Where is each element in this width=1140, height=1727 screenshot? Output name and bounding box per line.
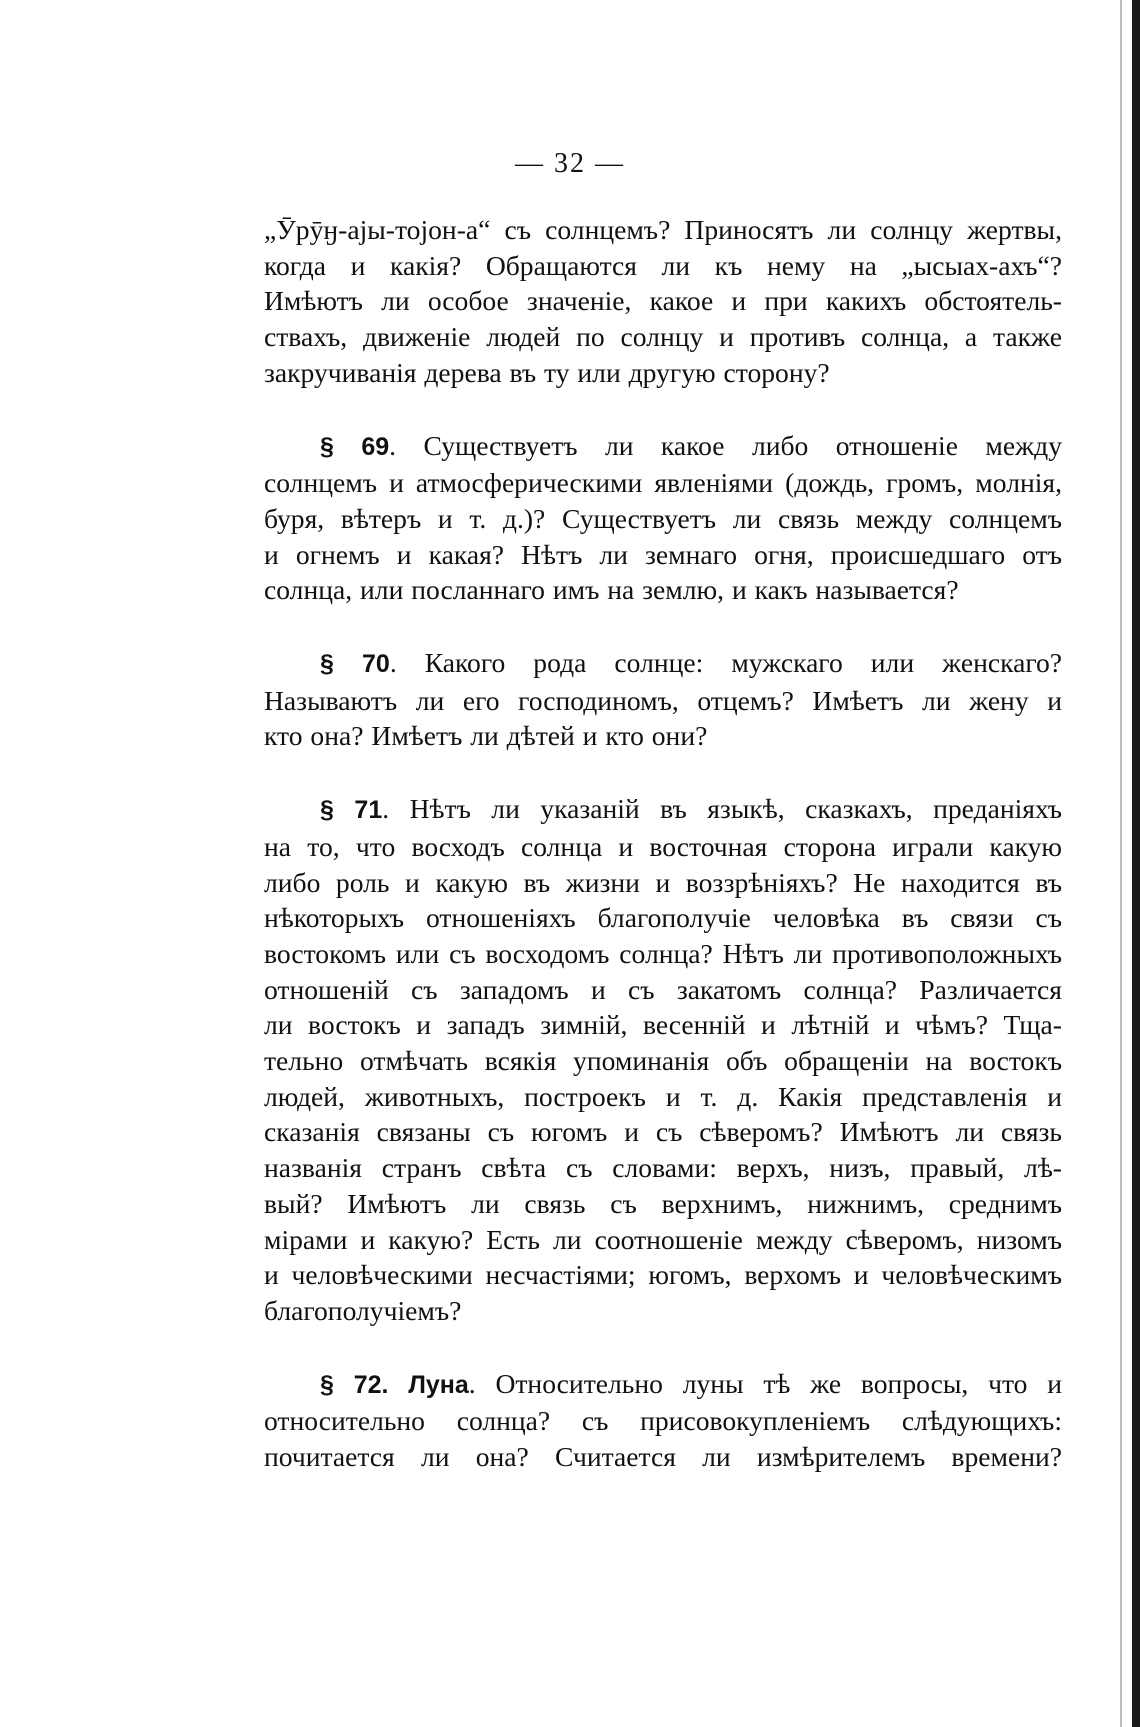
text-line: и огнемъ и какая? Нѣтъ ли земнаго огня, происшедшаго отъ bbox=[264, 538, 1062, 570]
paragraph-section-70 bbox=[264, 645, 1062, 754]
page-edge-binding bbox=[1132, 0, 1140, 1727]
section-lead-text: . Нѣтъ ли указаній въ языкѣ, сказкахъ, преданіяхъ bbox=[382, 793, 1062, 825]
text-line: и человѣческими несчастіями; югомъ, верхомъ и человѣческимъ bbox=[264, 1259, 1062, 1291]
section-lead-text: . Какого рода солнце: мужскаго или женскаго? bbox=[389, 647, 1062, 679]
text-line: когда и какія? Обращаются ли къ нему на „ысыах-ахъ“? bbox=[264, 249, 1062, 281]
text-line: кто она? Имѣетъ ли дѣтей и кто они? bbox=[264, 720, 708, 752]
section-number: § 71 bbox=[320, 796, 383, 825]
page-edge-shadow bbox=[1120, 0, 1122, 1727]
text-line: нѣкоторыхъ отношеніяхъ благополучіе человѣка въ связи съ bbox=[264, 902, 1062, 934]
section-number: § 69 bbox=[320, 432, 390, 461]
text-line: мірами и какую? Есть ли соотношеніе между сѣверомъ, низомъ bbox=[264, 1223, 1062, 1255]
section-number: § 72. Луна bbox=[320, 1370, 469, 1399]
text-line bbox=[264, 428, 1062, 466]
text-line: ствахъ, движеніе людей по солнцу и противъ солнца, а также bbox=[264, 321, 1062, 353]
section-lead-text: . Существуетъ ли какое либо отношеніе между bbox=[389, 429, 1062, 461]
section-number: § 70 bbox=[320, 650, 390, 679]
text-line: солнца, или посланнаго имъ на землю, и какъ называется? bbox=[264, 574, 959, 606]
text-line: „Ӯрӯӈ-ајы-тојон-а“ съ солнцемъ? Приносятъ ли солнцу жертвы, bbox=[264, 214, 1062, 245]
text-line: Имѣютъ ли особое значеніе, какое и при какихъ обстоятель- bbox=[264, 285, 1062, 317]
text-line: солнцемъ и атмосферическими явленіями (дождь, громъ, молнія, bbox=[264, 467, 1062, 499]
text-line: сказанія связаны съ югомъ и съ сѣверомъ? Имѣютъ ли связь bbox=[264, 1116, 1062, 1148]
text-line: отношеній съ западомъ и съ закатомъ солнца? Различается bbox=[264, 973, 1062, 1005]
text-line: востокомъ или съ восходомъ солнца? Нѣтъ ли противоположныхъ bbox=[264, 937, 1062, 969]
section-lead-text: . Относительно луны тѣ же вопросы, что и bbox=[468, 1367, 1062, 1399]
text-line: либо роль и какую въ жизни и воззрѣніяхъ? Не находится въ bbox=[264, 866, 1062, 898]
text-line: благополучіемъ? bbox=[264, 1294, 462, 1326]
text-line: на то, что восходъ солнца и восточная сторона играли какую bbox=[264, 830, 1062, 862]
paragraph-section-69 bbox=[264, 428, 1062, 609]
text-line: закручиванія дерева въ ту или другую сторону? bbox=[264, 356, 830, 388]
text-line: почитается ли она? Считается ли измѣрителемъ времени? bbox=[264, 1441, 1062, 1473]
text-line bbox=[264, 1366, 1062, 1404]
text-line: буря, вѣтеръ и т. д.)? Существуетъ ли связь между солнцемъ bbox=[264, 502, 1062, 534]
text-line: Называютъ ли его господиномъ, отцемъ? Имѣетъ ли жену и bbox=[264, 684, 1062, 716]
paragraph-continuation bbox=[264, 212, 1062, 391]
page-body bbox=[264, 212, 1062, 1475]
text-line: людей, животныхъ, построекъ и т. д. Какія представленія и bbox=[264, 1080, 1062, 1112]
page-number: — 32 — bbox=[515, 148, 625, 179]
text-line: ли востокъ и западъ зимній, весенній и лѣтній и чѣмъ? Тща- bbox=[264, 1009, 1062, 1041]
text-line: названія странъ свѣта съ словами: верхъ, низъ, правый, лѣ- bbox=[264, 1152, 1062, 1184]
text-line bbox=[264, 645, 1062, 683]
paragraph-section-72 bbox=[264, 1366, 1062, 1475]
text-line: относительно солнца? съ присовокупленіемъ слѣдующихъ: bbox=[264, 1405, 1062, 1437]
paragraph-section-71 bbox=[264, 791, 1062, 1329]
text-line bbox=[264, 791, 1062, 829]
text-line: вый? Имѣютъ ли связь съ верхнимъ, нижнимъ, среднимъ bbox=[264, 1187, 1062, 1219]
text-line: тельно отмѣчать всякія упоминанія объ обращеніи на востокъ bbox=[264, 1045, 1062, 1077]
